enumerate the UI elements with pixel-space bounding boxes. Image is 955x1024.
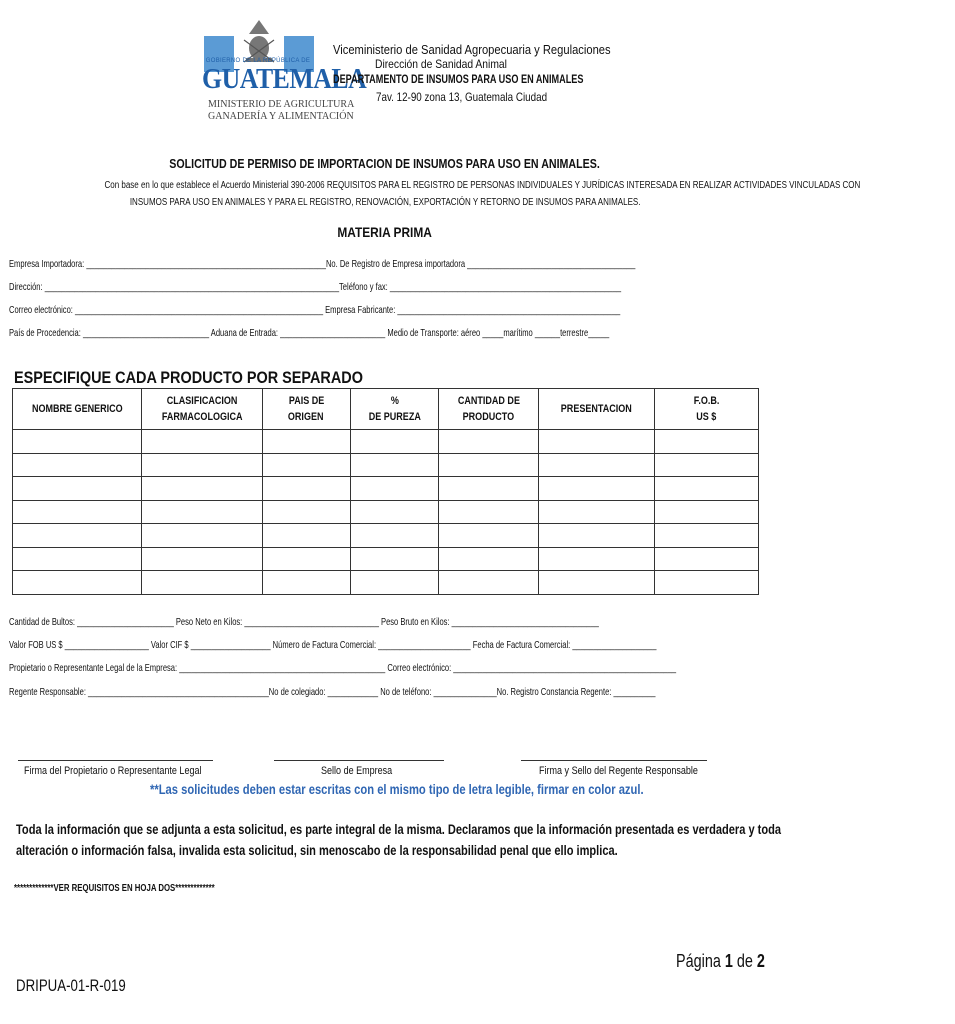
header-presentation: PRESENTACION — [539, 389, 655, 430]
product-cell[interactable] — [141, 571, 262, 595]
product-cell[interactable] — [539, 477, 655, 501]
products-table — [12, 388, 759, 595]
product-cell[interactable] — [141, 430, 262, 454]
regent-signature-label: Firma y Sello del Regente Responsable — [539, 765, 698, 777]
product-cell[interactable] — [141, 547, 262, 571]
department-heading: DEPARTAMENTO DE INSUMOS PARA USO EN ANIMALES — [333, 72, 584, 86]
product-cell[interactable] — [350, 571, 439, 595]
seal-label: Sello de Empresa — [321, 765, 393, 777]
product-row — [13, 477, 759, 501]
product-cell[interactable] — [13, 547, 142, 571]
product-cell[interactable] — [350, 453, 439, 477]
page-current: 1 — [724, 951, 733, 971]
product-cell[interactable] — [13, 430, 142, 454]
product-cell[interactable] — [350, 500, 439, 524]
product-cell[interactable] — [262, 430, 350, 454]
owner-email-row[interactable]: Propietario o Representante Legal de la Empresa: _________________________________________________ Correo electrónico: _____________________________________________________ — [9, 662, 677, 674]
address-field-row[interactable]: Dirección: ______________________________________________________________________Teléfono y fax: _______________________________________________________ — [9, 281, 622, 293]
page-total: 2 — [756, 951, 765, 971]
product-row — [13, 571, 759, 595]
products-title: ESPECIFIQUE CADA PRODUCTO POR SEPARADO — [14, 368, 363, 387]
product-cell[interactable] — [655, 524, 759, 548]
document-code: DRIPUA-01-R-019 — [16, 976, 126, 995]
product-cell[interactable] — [350, 547, 439, 571]
ministry-line-2: GANADERÍA Y ALIMENTACIÓN — [208, 111, 354, 122]
product-cell[interactable] — [539, 571, 655, 595]
product-cell[interactable] — [439, 547, 539, 571]
product-cell[interactable] — [141, 524, 262, 548]
packages-weight-row[interactable]: Cantidad de Bultos: _______________________ Peso Neto en Kilos: ________________________________ Peso Bruto en Kilos: ___________________________________ — [9, 616, 599, 628]
product-cell[interactable] — [13, 477, 142, 501]
product-cell[interactable] — [439, 453, 539, 477]
header-fob: F.O.B. US $ — [655, 389, 759, 430]
email-field-row[interactable]: Correo electrónico: ___________________________________________________________ Empresa Fabricante: _____________________________________________________ — [9, 304, 621, 316]
product-cell[interactable] — [262, 500, 350, 524]
header-purity: % DE PUREZA — [350, 389, 439, 430]
header-origin-country: PAIS DE ORIGEN — [262, 389, 350, 430]
declaration-line-2: alteración o información falsa, invalida esta solicitud, sin menoscabo de la responsabilidad penal que ello implica. — [16, 842, 618, 858]
requirements-note: *************VER REQUISITOS EN HOJA DOS************* — [14, 883, 215, 894]
product-cell[interactable] — [141, 453, 262, 477]
logo-country-name: GUATEMALA — [202, 64, 367, 95]
product-cell[interactable] — [262, 547, 350, 571]
products-header-row — [13, 389, 759, 430]
product-cell[interactable] — [13, 571, 142, 595]
product-row — [13, 500, 759, 524]
product-cell[interactable] — [539, 524, 655, 548]
product-cell[interactable] — [655, 571, 759, 595]
ministry-line-1: MINISTERIO DE AGRICULTURA — [208, 99, 355, 110]
values-invoice-row[interactable]: Valor FOB US $ ____________________ Valor CIF $ ___________________ Número de Factura Comercial: ______________________ Fecha de Factura Comercial: ____________________ — [9, 639, 657, 651]
product-cell[interactable] — [439, 477, 539, 501]
form-title: SOLICITUD DE PERMISO DE IMPORTACION DE INSUMOS PARA USO EN ANIMALES. — [169, 156, 601, 171]
product-cell[interactable] — [655, 500, 759, 524]
logo-small-text: GOBIERNO DE LA REPÚBLICA DE — [205, 58, 311, 64]
product-cell[interactable] — [350, 524, 439, 548]
product-cell[interactable] — [262, 571, 350, 595]
importer-field-row[interactable]: Empresa Importadora: _________________________________________________________No. De Registro de Empresa importadora ________________________________________ — [9, 258, 636, 270]
product-cell[interactable] — [141, 500, 262, 524]
owner-signature-label: Firma del Propietario o Representante Legal — [24, 765, 202, 777]
product-cell[interactable] — [655, 430, 759, 454]
origin-field-row[interactable]: País de Procedencia: ______________________________ Aduana de Entrada: _________________________ Medio de Transporte: aéreo _____marítimo ______terrestre_____ — [9, 327, 610, 339]
product-cell[interactable] — [655, 547, 759, 571]
page-label: Página — [676, 951, 721, 971]
product-cell[interactable] — [655, 477, 759, 501]
seal-line[interactable] — [274, 760, 444, 761]
product-cell[interactable] — [141, 477, 262, 501]
product-cell[interactable] — [539, 500, 655, 524]
product-row — [13, 453, 759, 477]
product-cell[interactable] — [262, 453, 350, 477]
product-cell[interactable] — [13, 524, 142, 548]
product-cell[interactable] — [539, 430, 655, 454]
regent-row[interactable]: Regente Responsable: ___________________________________________No de colegiado: ____________ No de teléfono: _______________No. Registro Constancia Regente: __________ — [9, 686, 656, 698]
address-line: 7av. 12-90 zona 13, Guatemala Ciudad — [376, 90, 548, 104]
product-cell[interactable] — [350, 430, 439, 454]
owner-signature-line[interactable] — [18, 760, 213, 761]
intro-line-2: INSUMOS PARA USO EN ANIMALES Y PARA EL REGISTRO, RENOVACIÓN, EXPORTACIÓN Y RETORNO DE INSUMOS PARA ANIMALES. — [129, 197, 641, 208]
page-number — [676, 951, 765, 972]
page-of: de — [736, 951, 753, 971]
declaration-line-1: Toda la información que se adjunta a esta solicitud, es parte integral de la misma. Declaramos que la información presentada es verdadera y toda — [16, 821, 782, 837]
header-generic-name: NOMBRE GENERICO — [13, 389, 142, 430]
vice-ministry-heading: Viceministerio de Sanidad Agropecuaria y Regulaciones — [333, 42, 611, 57]
intro-line-1: Con base en lo que establece el Acuerdo Ministerial 390-2006 REQUISITOS PARA EL REGISTRO DE PERSONAS INDIVIDUALES Y JURÍDICAS INTERESADA EN REALIZAR ACTIVIDADES VINCULADAS CON — [104, 180, 861, 191]
header-quantity: CANTIDAD DE PRODUCTO — [439, 389, 539, 430]
directorate-heading: Dirección de Sanidad Animal — [375, 57, 507, 71]
intro-text — [10, 177, 861, 211]
product-cell[interactable] — [539, 453, 655, 477]
product-cell[interactable] — [262, 477, 350, 501]
product-cell[interactable] — [439, 500, 539, 524]
section-title: MATERIA PRIMA — [337, 224, 433, 240]
header-pharma-class: CLASIFICACION FARMACOLOGICA — [141, 389, 262, 430]
product-cell[interactable] — [439, 430, 539, 454]
product-cell[interactable] — [439, 571, 539, 595]
product-row — [13, 547, 759, 571]
product-cell[interactable] — [655, 453, 759, 477]
product-cell[interactable] — [439, 524, 539, 548]
blue-ink-note: **Las solicitudes deben estar escritas con el mismo tipo de letra legible, firmar en color azul. — [150, 781, 644, 797]
product-row — [13, 524, 759, 548]
product-row — [13, 430, 759, 454]
product-cell[interactable] — [13, 453, 142, 477]
product-cell[interactable] — [350, 477, 439, 501]
product-cell[interactable] — [539, 547, 655, 571]
product-cell[interactable] — [262, 524, 350, 548]
regent-signature-line[interactable] — [521, 760, 707, 761]
product-cell[interactable] — [13, 500, 142, 524]
